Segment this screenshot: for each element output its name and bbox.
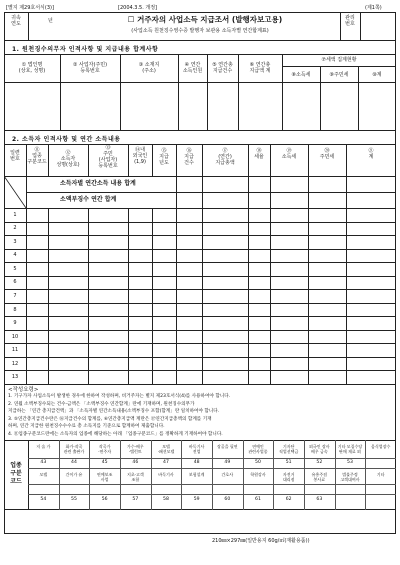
sum-row-annual: 소득자별 연간소득 내용 합계 [60, 180, 136, 187]
col-pay-year: ⑮ 지급 년도 [159, 148, 169, 166]
industry-name: 지초·고객 조합 [126, 472, 144, 482]
industry-code: 46 [132, 460, 139, 465]
industry-code: 47 [163, 460, 169, 465]
section1-title: 1. 원천징수의무자 인적사항 및 지급내용 합계사항 [12, 46, 159, 53]
row-number: 10 [11, 333, 19, 340]
industry-name: 보험설계 [188, 472, 205, 477]
industry-code: 48 [193, 460, 200, 465]
form-subtitle: (사업소득 원천징수영수증 발행자 보관용 소득자별 연간합계표) [131, 28, 269, 34]
industry-code: 52 [316, 460, 323, 465]
year-suffix: 년 [48, 18, 53, 24]
sum-row-small-exempt: 소액부징수 연간 합계 [60, 196, 117, 203]
industry-name: 화가·작곡 관련 출판가 [63, 444, 85, 454]
col-total: ⑩계 [372, 72, 382, 78]
industry-code: 61 [255, 497, 261, 502]
industry-name: 연예보조 사업 [96, 472, 113, 482]
industry-code: 59 [193, 497, 200, 502]
industry-name: 가수·배우 ·탤런트 [126, 444, 144, 454]
row-number: 5 [13, 265, 17, 272]
year-label: 귀속 연도 [11, 15, 21, 27]
col-pay-total: ⑰ (연간) 지급총액 [215, 148, 235, 166]
col-annual-count: ⑤ 연간총 지급건수 [212, 62, 233, 74]
section2-title: 2. 소득자 인적사항 및 연간 소득내용 [12, 136, 121, 143]
industry-name: 장골을 필연 [217, 444, 238, 449]
industry-code: 60 [224, 497, 231, 502]
industry-code: 62 [285, 497, 292, 502]
industry-name: 음식업장수 [370, 444, 391, 449]
industry-name: 자전거 대리점 [282, 472, 295, 482]
col-income-tax-2: ⑲ 소득세 [281, 148, 297, 160]
row-number: 4 [13, 252, 17, 259]
col-serial-no: 일련 번호 [10, 150, 20, 162]
row-number: 1 [13, 211, 17, 218]
industry-name: 학원강사 [250, 472, 266, 477]
col-recipient-name: ⑫ 소득자 성명(상호) [56, 150, 80, 168]
note-line-6: 4. ⑪업종구분코드란에는 소득자의 업종에 해당하는 아래 「업종구분코드」를 정확하게 기재하여야 합니다. [8, 432, 223, 437]
industry-code: 53 [347, 460, 353, 465]
col-address: ③ 소재지 (주소) [138, 62, 160, 74]
row-number: 13 [11, 374, 19, 381]
col-income-tax: ⑧소득세 [291, 72, 311, 78]
page-label: (제1쪽) [365, 5, 382, 11]
industry-name: 유흥주점 봉사료 [311, 472, 328, 482]
note-line-2: 2. 연월 소액부징수되는 건수·금액은 「소액부징수 연간합계」란에 기재하며, 원천징수의무가 [8, 402, 195, 407]
industry-name: 연예인 관련사업종 [248, 444, 268, 454]
col-registration-no: ⑬ 주민 (사업자) 등록번호 [98, 145, 118, 169]
industry-name: 모델 ·패션모델 [157, 444, 175, 454]
note-line-4: 3. ⑤연간총지급건수란은 ⑯지급건수의 합계를, ⑥연간총지급액 계란은 ⑰연간지급총액의 합계를 기재 [8, 417, 212, 422]
row-number: 2 [13, 225, 17, 232]
industry-name: 외국인 장사 배우 금속 [309, 444, 330, 454]
form-title: ☐ 거주자의 사업소득 지급조서 (발행자보고용) [127, 15, 283, 24]
industry-name: 바둑기사 [158, 472, 174, 477]
paper-spec: 210㎜×297㎜(일반용지 60g/㎡(재활용품)) [212, 538, 310, 544]
row-number: 8 [13, 306, 17, 313]
row-number: 6 [13, 279, 17, 286]
industry-name: 기자단 직업선택금 [278, 444, 299, 454]
industry-name: 간이가 유 [65, 472, 83, 477]
col-corp-name: ① 법인명 (상호, 성명) [18, 62, 46, 74]
industry-name: 법률주정 고객대여사 [340, 472, 360, 482]
col-industry-code: ⑪ 업종 구분코드 [27, 147, 47, 165]
code-table-label: 업종 구분 코드 [10, 462, 22, 485]
industry-code: 45 [101, 460, 108, 465]
tax-summary-header: ⑦세액 집계현황 [321, 57, 357, 63]
row-number: 9 [13, 320, 17, 327]
col-pay-count: ⑯ 지급 건수 [184, 148, 194, 166]
industry-name: 기타 모집수당 판매 재료 외 [337, 444, 363, 454]
industry-code: 56 [101, 497, 108, 502]
industry-code: 57 [132, 497, 139, 502]
industry-name: 모델 [39, 472, 48, 477]
col-tax-rate: ⑱ 세율 [254, 148, 264, 160]
industry-code: 43 [40, 460, 47, 465]
row-number: 12 [11, 360, 19, 367]
industry-code: 51 [285, 460, 292, 465]
col-resident-tax-2: ⑳ 주민세 [319, 148, 335, 160]
note-line-3: 지급하는 「연간 총지급건액」과 「소득자별 연간소득내용(소액부징수 포함)합계」란 일치하여야 합니다. [8, 409, 220, 414]
industry-code: 55 [71, 497, 77, 502]
industry-name: 저 술 가 [36, 444, 51, 449]
row-number: 3 [13, 238, 17, 245]
mgmt-label: 관리 번호 [345, 15, 355, 27]
col-business-no: ② 사업자(주민) 등록번호 [72, 62, 108, 74]
industry-code: 63 [316, 497, 323, 502]
col-total-2: ㉑ 계 [368, 148, 374, 160]
form-number: [별지 제29호서식(3)] [6, 5, 54, 11]
row-number: 7 [13, 293, 17, 299]
summary-diagonal [4, 176, 26, 208]
industry-name: 바둑기사 전업 [188, 444, 205, 454]
industry-code: 44 [71, 460, 77, 465]
col-resident-tax: ⑨주민세 [329, 72, 349, 78]
revision-date: [2004.3.5. 개정] [118, 5, 158, 11]
industry-name: 작곡가 ·연주자 [98, 444, 112, 454]
industry-code: 49 [224, 460, 231, 465]
industry-code: 58 [163, 497, 169, 502]
col-annual-amount: ⑥ 연간총 지급액 계 [249, 62, 271, 74]
row-number: 11 [11, 347, 19, 354]
notes-title: <작성요령> [8, 387, 39, 393]
note-line-1: 1. 기구가자 사업소득이 발생한 경우에 한하여 작성하며, 비거주자는 별지 제23호서식(4)를 사용하여야 합니다. [8, 394, 231, 399]
industry-code: 50 [255, 460, 261, 465]
industry-name: 기타 [376, 472, 385, 477]
col-annual-persons: ④ 연간 소득인원 [182, 62, 203, 74]
industry-code: 54 [40, 497, 47, 502]
col-foreigner: ⑭내 외국인 (1,9) [132, 147, 148, 165]
industry-name: 간호사 [221, 472, 234, 477]
note-line-5: 하며, 연간 지급한 원천징수수수료 총 소득지를 기준으로 합계하여 제출합니다. [8, 424, 165, 429]
